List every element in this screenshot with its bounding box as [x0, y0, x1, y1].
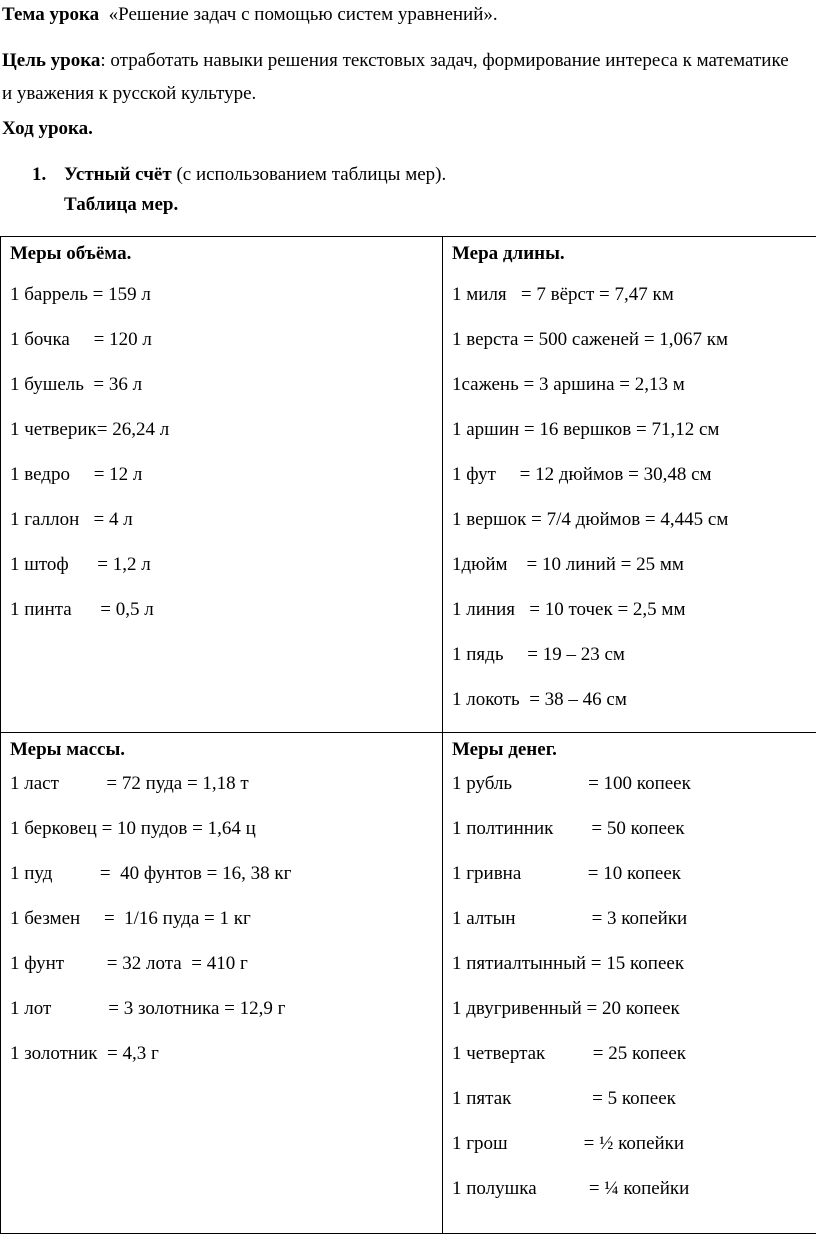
- length-item: 1 миля = 7 вёрст = 7,47 км: [452, 282, 816, 327]
- lesson-goal-text: : отработать навыки решения текстовых задач, формирование интереса к математике и уважения к русской культуре.: [2, 50, 789, 104]
- lesson-topic: [2, 4, 498, 26]
- money-item: 1 пятиалтынный = 15 копеек: [452, 951, 816, 996]
- mass-item: 1 ласт = 72 пуда = 1,18 т: [10, 771, 442, 816]
- lesson-progress-heading: Ход урока.: [2, 118, 93, 140]
- money-item: 1 алтын = 3 копейки: [452, 906, 816, 951]
- length-item: 1сажень = 3 аршина = 2,13 м: [452, 372, 816, 417]
- length-cell: [443, 237, 816, 733]
- volume-item: 1 галлон = 4 л: [10, 507, 442, 552]
- mass-item: 1 фунт = 32 лота = 410 г: [10, 951, 442, 996]
- money-item: 1 рубль = 100 копеек: [452, 771, 816, 816]
- length-item: 1 вершок = 7/4 дюймов = 4,445 см: [452, 507, 816, 552]
- money-item: 1 гривна = 10 копеек: [452, 861, 816, 906]
- mass-item: 1 золотник = 4,3 г: [10, 1041, 442, 1086]
- lesson-goal-label: Цель урока: [2, 50, 100, 71]
- length-item: 1 пядь = 19 – 23 см: [452, 642, 816, 687]
- money-header: Меры денег.: [452, 737, 816, 771]
- length-item: 1 аршин = 16 вершков = 71,12 см: [452, 417, 816, 462]
- money-item: 1 двугривенный = 20 копеек: [452, 996, 816, 1041]
- lesson-topic-text: «Решение задач с помощью систем уравнений».: [99, 4, 497, 25]
- money-item: 1 грош = ½ копейки: [452, 1131, 816, 1176]
- lesson-topic-label: Тема урока: [2, 4, 99, 25]
- volume-item: 1 ведро = 12 л: [10, 462, 442, 507]
- volume-item: 1 четверик= 26,24 л: [10, 417, 442, 462]
- mass-item: 1 безмен = 1/16 пуда = 1 кг: [10, 906, 442, 951]
- measures-table: [0, 236, 816, 1234]
- volume-header: Меры объёма.: [10, 241, 442, 275]
- volume-item: 1 бушель = 36 л: [10, 372, 442, 417]
- list-item-number: 1.: [32, 164, 64, 186]
- table-title: Таблица мер.: [64, 194, 178, 216]
- length-item: 1дюйм = 10 линий = 25 мм: [452, 552, 816, 597]
- money-item: 1 полтинник = 50 копеек: [452, 816, 816, 861]
- mass-item: 1 берковец = 10 пудов = 1,64 ц: [10, 816, 442, 861]
- money-cell: [443, 733, 816, 1234]
- length-item: 1 линия = 10 точек = 2,5 мм: [452, 597, 816, 642]
- list-item-oral-count: [32, 164, 446, 186]
- length-item: 1 верста = 500 саженей = 1,067 км: [452, 327, 816, 372]
- length-item: 1 локоть = 38 – 46 см: [452, 687, 816, 732]
- volume-item: 1 бочка = 120 л: [10, 327, 442, 372]
- volume-item: 1 баррель = 159 л: [10, 282, 442, 327]
- mass-item: 1 пуд = 40 фунтов = 16, 38 кг: [10, 861, 442, 906]
- mass-cell: [1, 733, 443, 1234]
- list-item-text: (с использованием таблицы мер).: [172, 164, 447, 185]
- length-item: 1 фут = 12 дюймов = 30,48 см: [452, 462, 816, 507]
- volume-cell: [1, 237, 443, 733]
- mass-item: 1 лот = 3 золотника = 12,9 г: [10, 996, 442, 1041]
- volume-item: 1 пинта = 0,5 л: [10, 597, 442, 642]
- length-header: Мера длины.: [452, 241, 816, 275]
- mass-header: Меры массы.: [10, 737, 442, 771]
- money-item: 1 пятак = 5 копеек: [452, 1086, 816, 1131]
- money-item: 1 четвертак = 25 копеек: [452, 1041, 816, 1086]
- money-item: 1 полушка = ¼ копейки: [452, 1176, 816, 1221]
- volume-item: 1 штоф = 1,2 л: [10, 552, 442, 597]
- list-item-label: Устный счёт: [64, 164, 172, 185]
- lesson-goal: [2, 44, 802, 110]
